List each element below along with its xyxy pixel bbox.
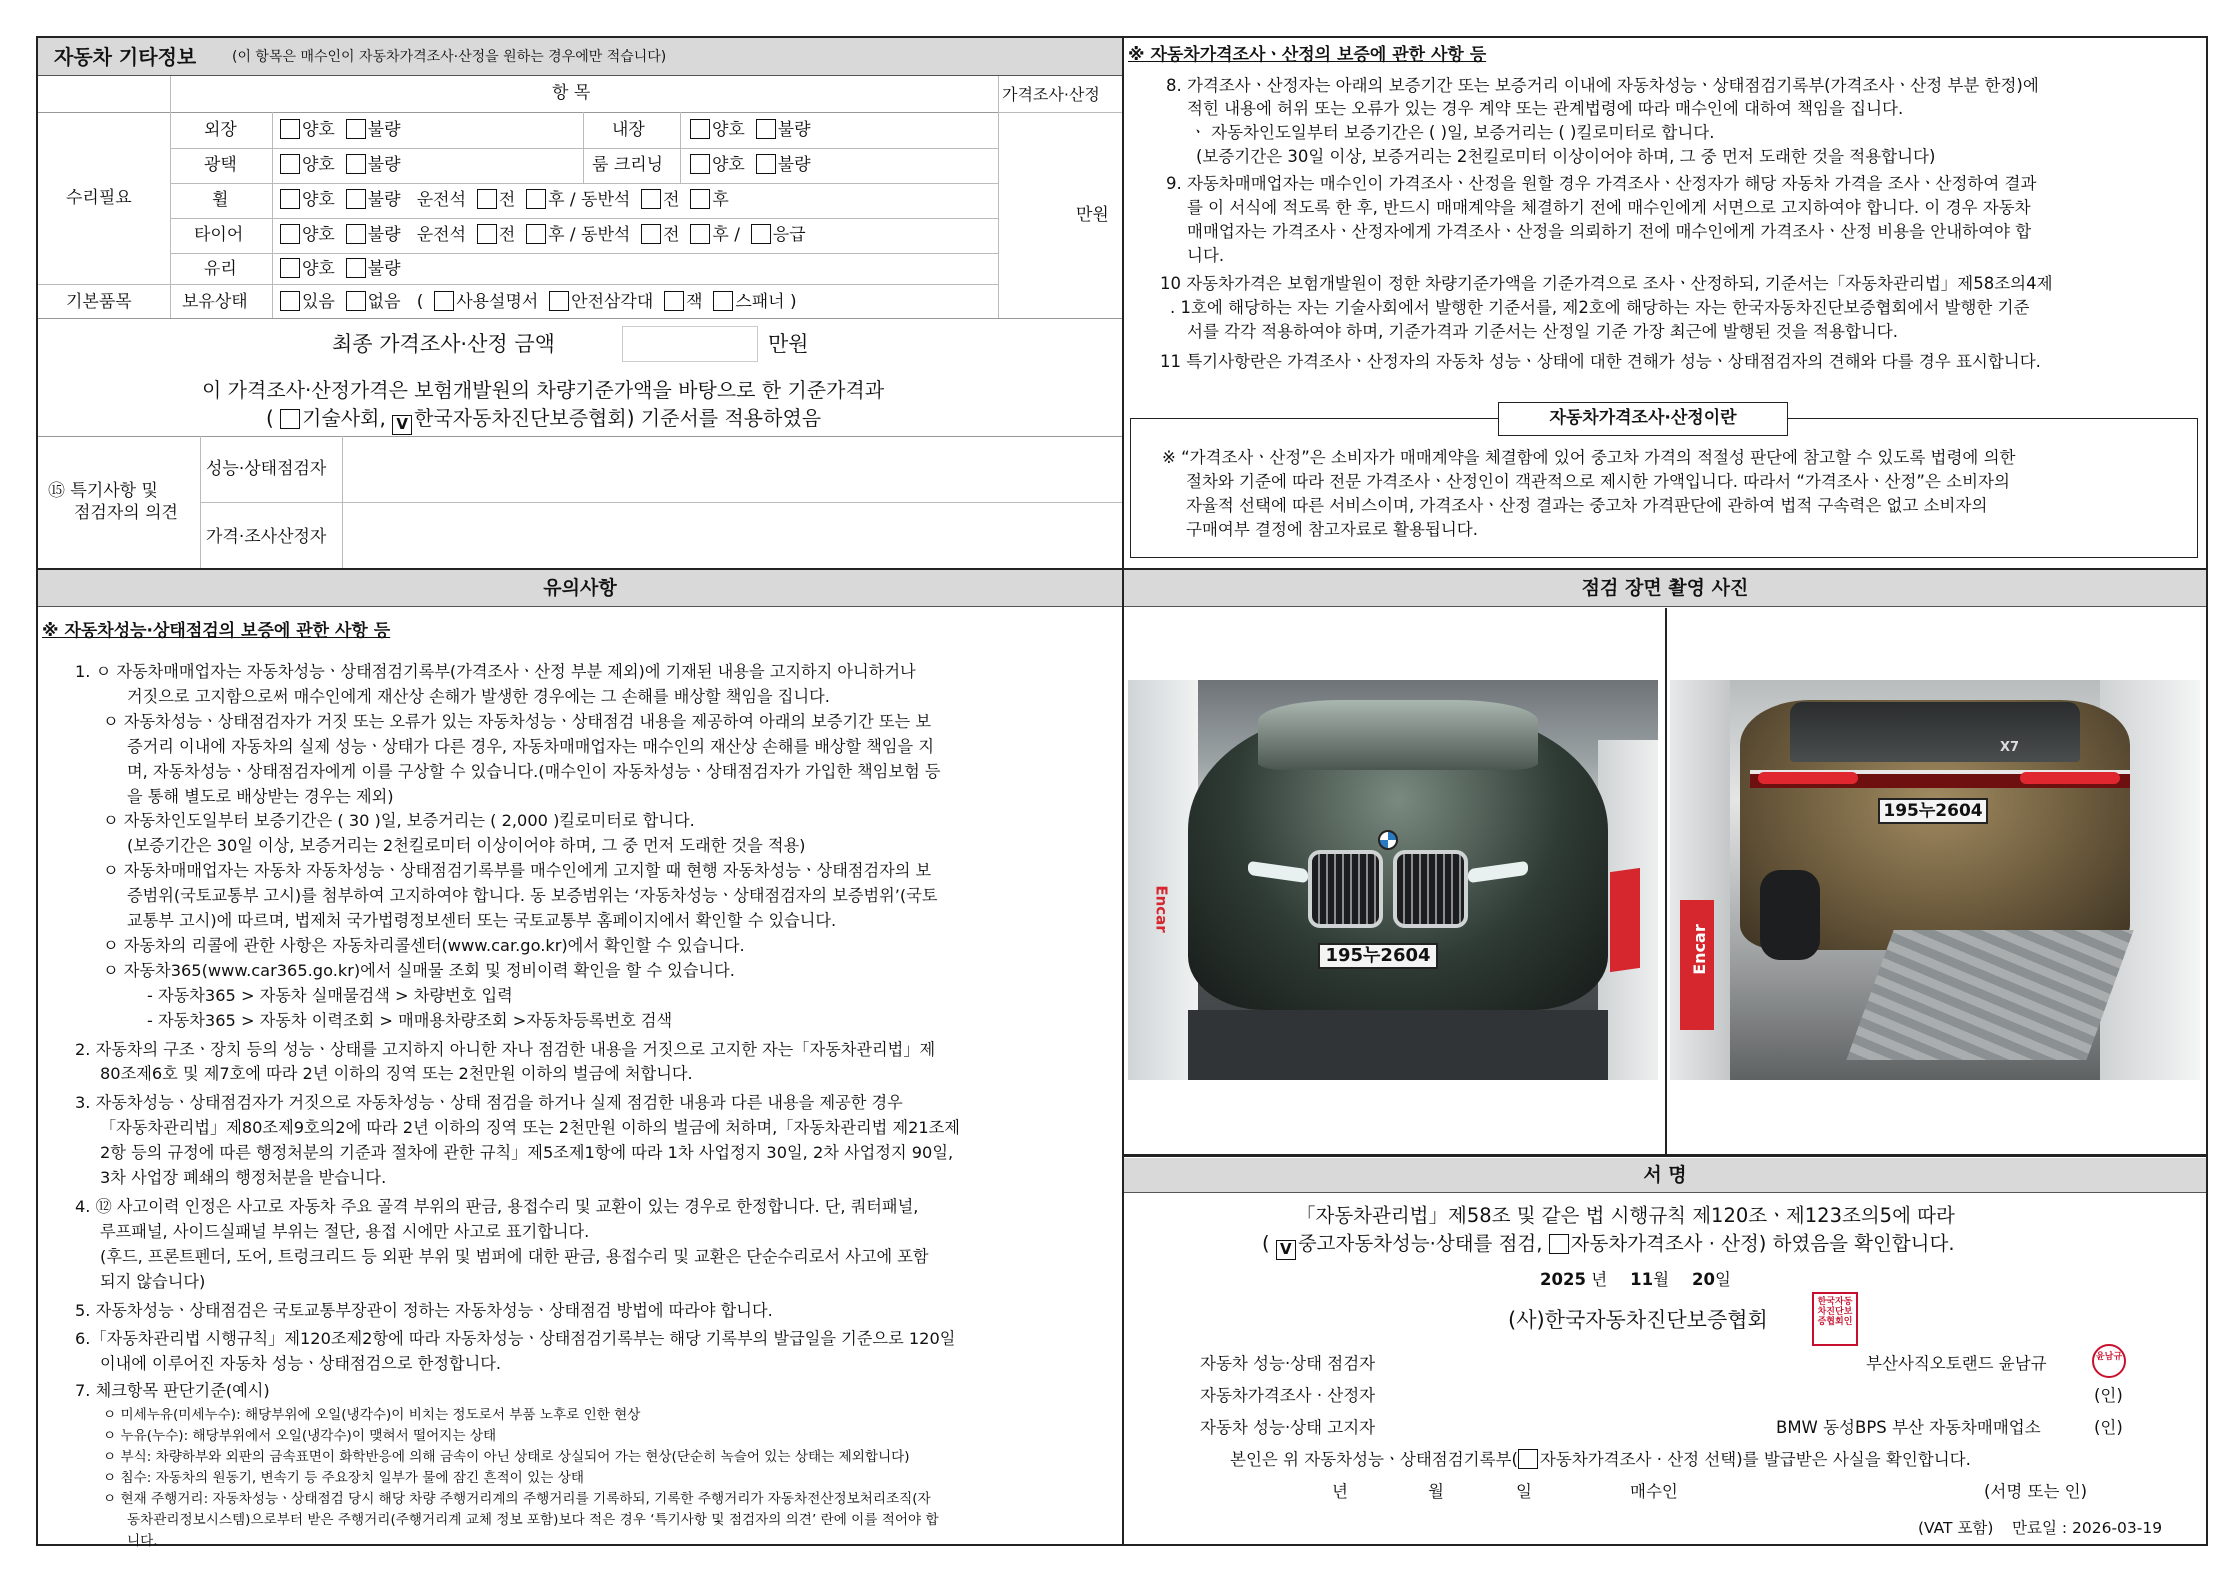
notes-line: 되지 않습니다): [100, 1271, 206, 1291]
notes-line: 2. 자동차의 구조ㆍ장치 등의 성능ㆍ상태를 고지하지 아니한 자나 점검한 내용을 거짓으로 고지한 자는「자동차관리법」제: [75, 1039, 936, 1059]
final-price-unit: 만원: [768, 332, 809, 356]
notes-line: 루프패널, 사이드실패널 부위는 절단, 용접 시에만 사고로 표기합니다.: [100, 1221, 590, 1241]
wheel-driver-front-checkbox[interactable]: [477, 189, 497, 209]
row-room-cleaning-label: 룸 크리닝: [592, 155, 664, 175]
notes-line: ㅇ 자동차의 리콜에 관한 사항은 자동차리콜센터(www.car.go.kr)에서 확인할 수 있습니다.: [103, 935, 745, 955]
notes-line: 6.「자동차관리법 시행규칙」제120조제2항에 따라 자동차성능ㆍ상태점검기록부는 해당 기록부의 발급일을 기준으로 120일: [75, 1329, 956, 1349]
notes-line: 이내에 이루어진 자동차 성능ㆍ상태점검으로 한정합니다.: [100, 1354, 502, 1374]
buyer-year: 년: [1332, 1482, 1348, 1501]
price-unit: 만원: [1076, 205, 1109, 225]
col-price-header: 가격조사·산정: [1002, 85, 1100, 104]
wheel-passenger-rear-checkbox[interactable]: [690, 189, 710, 209]
notes-line: ㅇ 자동차365(www.car365.go.kr)에서 실매물 조회 및 정비이력 확인을 할 수 있습니다.: [103, 960, 735, 980]
interior-good-checkbox[interactable]: [690, 119, 710, 139]
kidney-grille: [1308, 850, 1468, 930]
notes-line: ㅇ 자동차매매업자는 자동차 자동차성능ㆍ상태점검기록부를 매수인에게 고지할 때 현행 자동차성능ㆍ상태점검자의 보: [103, 861, 932, 881]
basic-items-label: 기본품목: [66, 292, 132, 312]
bmw-logo-icon: [1378, 830, 1398, 850]
spanner-checkbox[interactable]: [713, 291, 733, 311]
special-inspector-label: 성능·상태점검자: [206, 459, 327, 479]
gloss-bad-checkbox[interactable]: [346, 154, 366, 174]
triangle-checkbox[interactable]: [549, 291, 569, 311]
notes-line: 7. 체크항목 판단기준(예시): [75, 1381, 270, 1401]
notifier-label: 자동차 성능·상태 고지자: [1200, 1418, 1376, 1437]
notifier-seal-mark: (인): [2094, 1418, 2123, 1437]
notes-criteria-line: ㅇ 누유(누수): 해당부위에서 오일(냉각수)이 맺혀서 떨어지는 상태: [103, 1428, 497, 1445]
room-good-checkbox[interactable]: [690, 154, 710, 174]
price-definition-line: 자율적 선택에 따른 서비스이며, 가격조사ㆍ산정 결과는 중고차 가격판단에 관하여 법적 구속력은 없고 소비자의: [1186, 496, 1988, 515]
pg-line: 9. 자동차매매업자는 매수인이 가격조사ㆍ산정을 원할 경우 가격조사ㆍ산정자가 해당 자동차 가격을 조사ㆍ산정하여 결과: [1166, 174, 2037, 193]
manual-checkbox[interactable]: [434, 291, 454, 311]
pg-line: 10 자동차가격은 보험개발원이 정한 차량기준가액을 기준가격으로 조사ㆍ산정하되, 기준서는「자동차관리법」제58조의4제: [1160, 274, 2053, 293]
row-glass-label: 유리: [204, 259, 237, 279]
price-definition-line: ※ “가격조사ㆍ산정”은 소비자가 매매계약을 체결함에 있어 중고차 가격의 적절성 판단에 참고할 수 있도록 법령에 의한: [1162, 448, 2016, 467]
notes-criteria-line: ㅇ 현재 주행거리: 자동차성능ㆍ상태점검 당시 해당 차량 주행거리계의 주행거리를 기록하되, 기록한 주행거리가 자동차전산정보처리조직(자: [103, 1491, 931, 1508]
notes-line: - 자동차365 > 자동차 이력조회 > 매매용차량조회 >자동차등록번호 검색: [147, 1010, 673, 1030]
exterior-good-checkbox[interactable]: [280, 119, 300, 139]
other-info-title: 자동차 기타정보: [54, 45, 197, 69]
tire-passenger-front-checkbox[interactable]: [641, 224, 661, 244]
rear-booth-brand: Encar: [1689, 924, 1709, 975]
row-wheel-label: 휠: [212, 190, 229, 210]
room-bad-checkbox[interactable]: [756, 154, 776, 174]
notes-line: 「자동차관리법」제80조제9호의2에 따라 2년 이하의 징역 또는 2천만원 이하의 벌금에 처하며,「자동차관리법 제21조제: [100, 1118, 960, 1138]
glass-options: 양호 불량: [280, 258, 401, 280]
basis-kada-checkbox[interactable]: V: [392, 415, 412, 435]
pg-line: . 1호에 해당하는 자는 기술사회에서 발행한 기준서를, 제2호에 해당하는 자는 한국자동차진단보증협회에서 발행한 기준: [1170, 298, 2030, 317]
receipt-price-checkbox[interactable]: [1518, 1449, 1538, 1469]
used-car-inspection-checkbox[interactable]: V: [1276, 1240, 1296, 1260]
inspector-name: 부산사직오토랜드 윤남규: [1866, 1354, 2047, 1373]
buyer-sign-mark: (서명 또는 인): [1984, 1482, 2088, 1501]
exterior-options: 양호 불량: [280, 119, 401, 141]
tire-options: 양호 불량 운전석 전 후 / 동반석 전 후 / 응급: [280, 224, 806, 246]
row-tire-label: 타이어: [194, 225, 244, 245]
price-definition-line: 구매여부 결정에 참고자료로 활용됩니다.: [1186, 520, 1478, 539]
glass-bad-checkbox[interactable]: [346, 258, 366, 278]
expiry-date: 만료일 : 2026-03-19: [2012, 1519, 2163, 1537]
signature-title: 서 명: [1124, 1158, 2206, 1193]
pg-line: 적힌 내용에 허위 또는 오류가 있는 경우 계약 또는 관계법령에 따라 매수인에 대하여 책임을 집니다.: [1187, 99, 1904, 118]
tire-bad-checkbox[interactable]: [346, 224, 366, 244]
signature-date: 2025 년 11월 20일: [1540, 1270, 1731, 1289]
pg-line: 니다.: [1187, 246, 1225, 265]
notes-line: 증범위(국토교통부 고시)를 첨부하여 고지하여야 합니다. 동 보증범위는 ‘자동차성능ㆍ상태점검자의 보증범위’(국토: [127, 886, 938, 906]
final-price-input[interactable]: [622, 326, 758, 362]
final-price-label: 최종 가격조사·산정 금액: [332, 332, 555, 356]
special-inspector-opinion[interactable]: [344, 438, 1120, 500]
front-inspection-photo: [1128, 680, 1658, 1080]
wheel-bad-checkbox[interactable]: [346, 189, 366, 209]
tire-driver-front-checkbox[interactable]: [477, 224, 497, 244]
notes-criteria-line: 니다.: [127, 1533, 158, 1550]
notes-line: 5. 자동차성능ㆍ상태점검은 국토교통부장관이 정하는 자동차성능ㆍ상태점검 방법에 따라야 합니다.: [75, 1300, 773, 1320]
notes-subtitle: ※ 자동차성능·상태점검의 보증에 관한 사항 등: [42, 621, 391, 641]
notes-line: (후드, 프론트펜더, 도어, 트렁크리드 등 외판 부위 및 범퍼에 대한 판금, 용접수리 및 교환은 단순수리로서 사고에 포함: [100, 1246, 929, 1266]
pg-line: (보증기간은 30일 이상, 보증거리는 2천킬로미터 이상이어야 하며, 그 중 먼저 도래한 것을 적용합니다): [1196, 147, 1936, 166]
notes-line: ㅇ 자동차인도일부터 보증기간은 ( 30 )일, 보증거리는 ( 2,000 )킬로미터로 합니다.: [103, 811, 695, 831]
notes-line: - 자동차365 > 자동차 실매물검색 > 차량번호 입력: [147, 985, 513, 1005]
wheel-driver-rear-checkbox[interactable]: [526, 189, 546, 209]
wheel-good-checkbox[interactable]: [280, 189, 300, 209]
rear-window: [1790, 702, 2080, 762]
buyer-day: 일: [1516, 1482, 1532, 1501]
gloss-good-checkbox[interactable]: [280, 154, 300, 174]
pg-line: ㆍ 자동차인도일부터 보증기간은 ( )일, 보증거리는 ( )킬로미터로 합니다.: [1190, 123, 1715, 142]
basis-line-1: 이 가격조사·산정가격은 보험개발원의 차량기준가액을 바탕으로 한 기준가격과: [202, 378, 885, 402]
rear-inspection-photo: [1670, 680, 2200, 1080]
association-seal: 한국자동차진단보증협회인: [1812, 1292, 1858, 1346]
repair-needed-label: 수리필요: [66, 188, 132, 208]
col-item-header: 항 목: [552, 83, 591, 103]
notes-line: ㅇ 자동차성능ㆍ상태점검자가 거짓 또는 오류가 있는 자동차성능ㆍ상태점검 내용을 제공하여 아래의 보증기간 또는 보: [103, 711, 931, 731]
possession-have-checkbox[interactable]: [280, 291, 300, 311]
tire-emergency-checkbox[interactable]: [751, 224, 771, 244]
other-info-note: (이 항목은 매수인이 자동차가격조사·산정을 원하는 경우에만 적습니다): [232, 49, 667, 65]
notes-criteria-line: ㅇ 부식: 차량하부와 외판의 금속표면이 화학반응에 의해 금속이 아닌 상태로 상실되어 가는 현상(단순히 녹슬어 있는 상태는 제외합니다): [103, 1449, 910, 1466]
notes-criteria-line: ㅇ 침수: 자동차의 원동기, 변속기 등 주요장치 일부가 물에 잠긴 흔적이 있는 상태: [103, 1470, 584, 1487]
notes-line: 거짓으로 고지함으로써 매수인에게 재산상 손해가 발생한 경우에는 그 손해를 배상할 책임을 집니다.: [127, 686, 830, 706]
basis-tech-checkbox[interactable]: [280, 409, 300, 429]
wheel-passenger-front-checkbox[interactable]: [641, 189, 661, 209]
rear-license-plate: 195누2604: [1878, 798, 1988, 824]
notes-line: (보증기간은 30일 이상, 보증거리는 2천킬로미터 이상이어야 하며, 그 중 먼저 도래한 것을 적용): [127, 836, 806, 856]
signature-confirm-line: ( V 중고자동차성능·상태를 점검, 자동차가격조사 · 산정) 하였음을 확인합니다.: [1262, 1232, 1955, 1258]
pg-line: 매매업자는 가격조사ㆍ산정자에게 가격조사ㆍ산정을 의뢰하기 전에 매수인에게 가격조사ㆍ산정 비용을 안내하여야 합: [1187, 222, 2032, 241]
receipt-confirm-line: 본인은 위 자동차성능ㆍ상태점검기록부( 자동차가격조사 · 산정 선택)를 발급받은 사실을 확인합니다.: [1230, 1450, 1971, 1469]
inspector-label: 자동차 성능·상태 점검자: [1200, 1354, 1376, 1373]
rear-ramp: [1846, 930, 2133, 1060]
basis-line-2: ( 기술사회, V 한국자동차진단보증협회) 기준서를 적용하였음: [266, 406, 822, 433]
interior-options: 양호 불량: [690, 119, 811, 141]
special-pricer-opinion[interactable]: [344, 504, 1120, 566]
notes-line: 3차 사업장 폐쇄의 행정처분을 받습니다.: [100, 1168, 387, 1187]
notifier-name: BMW 동성BPS 부산 자동차매매업소: [1776, 1418, 2041, 1437]
pricer-seal-mark: (인): [2094, 1386, 2123, 1405]
notes-line: 80조제6호 및 제7호에 따라 2년 이하의 징역 또는 2천만원 이하의 벌금에 처합니다.: [100, 1064, 693, 1084]
inspector-personal-seal: 윤남규: [2092, 1344, 2126, 1378]
notes-line: 1. ㅇ 자동차매매업자는 자동차성능ㆍ상태점검기록부(가격조사ㆍ산정 부분 제외)에 기재된 내용을 고지하지 아니하거나: [75, 662, 916, 681]
front-booth-brand: Encar: [1152, 885, 1171, 933]
price-survey-checkbox[interactable]: [1549, 1234, 1569, 1254]
jack-checkbox[interactable]: [664, 291, 684, 311]
windshield: [1258, 700, 1538, 770]
possession-options: 있음 없음 ( 사용설명서 안전삼각대 잭 스패너 ): [280, 291, 797, 313]
buyer-signature-field[interactable]: [1700, 1476, 1980, 1506]
buyer-label: 매수인: [1630, 1482, 1678, 1501]
vat-note: (VAT 포함): [1918, 1519, 1994, 1537]
special-remarks-label-2: 점검자의 의견: [74, 503, 178, 523]
notes-criteria-line: 동차관리정보시스템)으로부터 받은 주행거리(주행거리계 교체 정보 포함)보다 적은 경우 ‘특기사항 및 점검자의 의견’ 란에 이를 적어야 합: [127, 1512, 939, 1529]
photos-title: 점검 장면 촬영 사진: [1124, 570, 2206, 607]
price-definition-line: 절차와 기준에 따라 전문 가격조사ㆍ산정인이 객관적으로 제시한 가액입니다. 따라서 “가격조사ㆍ산정”은 소비자의: [1186, 472, 2010, 491]
notes-line: 증거리 이내에 자동차의 실제 성능ㆍ상태가 다른 경우, 자동차매매업자는 매수인의 재산상 손해를 배상할 책임을 지: [127, 736, 934, 756]
special-remarks-label-1: ⑮ 특기사항 및: [48, 481, 158, 501]
signature-org: (사)한국자동차진단보증협회: [1508, 1308, 1768, 1332]
row-exterior-label: 외장: [204, 120, 237, 140]
room-cleaning-options: 양호 불량: [690, 154, 811, 176]
notes-line: 을 통해 별도로 배상받는 경우는 제외): [127, 786, 394, 806]
pg-line: 11 특기사항란은 가격조사ㆍ산정자의 자동차 성능ㆍ상태에 대한 견해가 성능ㆍ상태점검자의 견해와 다를 경우 표시합니다.: [1160, 352, 2041, 371]
pg-line: 8. 가격조사ㆍ산정자는 아래의 보증기간 또는 보증거리 이내에 자동차성능ㆍ상태점검기록부(가격조사ㆍ산정 부분 한정)에: [1166, 76, 2039, 95]
wheel-options: 양호 불량 운전석 전 후 / 동반석 전 후: [280, 189, 729, 211]
tire-good-checkbox[interactable]: [280, 224, 300, 244]
row-gloss-label: 광택: [204, 155, 237, 175]
notes-line: 교통부 고시)에 따르며, 법제처 국가법령정보센터 또는 국토교통부 홈페이지에서 확인할 수 있습니다.: [127, 911, 837, 930]
notes-line: 3. 자동차성능ㆍ상태점검자가 거짓으로 자동차성능ㆍ상태 점검을 하거나 실제 점검한 내용과 다른 내용을 제공한 경우: [75, 1093, 903, 1113]
notes-title: 유의사항: [38, 570, 1122, 607]
front-license-plate: 195누2604: [1318, 943, 1438, 969]
notes-line: 2항 등의 규정에 따른 행정처분의 기준과 절차에 관한 규칙」제5조제1항에 따라 1차 사업정지 30일, 2차 사업정지 90일,: [100, 1143, 954, 1163]
notes-line: 며, 자동차성능ㆍ상태점검자에게 이를 구상할 수 있습니다.(매수인이 자동차성능ㆍ상태점검자가 가입한 책임보험 등: [127, 761, 941, 781]
exterior-bad-checkbox[interactable]: [346, 119, 366, 139]
tire-driver-rear-checkbox[interactable]: [526, 224, 546, 244]
notes-criteria-line: ㅇ 미세누유(미세누수): 해당부위에 오일(냉각수)이 비치는 정도로서 부품 노후로 인한 현상: [103, 1407, 641, 1424]
special-pricer-label: 가격·조사산정자: [206, 527, 327, 547]
price-guarantee-title: ※ 자동차가격조사ㆍ산정의 보증에 관한 사항 등: [1128, 45, 1487, 65]
glass-good-checkbox[interactable]: [280, 258, 300, 278]
gloss-options: 양호 불량: [280, 154, 401, 176]
possession-none-checkbox[interactable]: [346, 291, 366, 311]
signature-law-line: 「자동차관리법」제58조 및 같은 법 시행규칙 제120조ㆍ제123조의5에 따라: [1296, 1204, 1955, 1227]
buyer-month: 월: [1428, 1482, 1444, 1501]
rear-model-badge: X7: [2000, 740, 2020, 755]
interior-bad-checkbox[interactable]: [756, 119, 776, 139]
pg-line: 를 이 서식에 적도록 한 후, 반드시 매매계약을 체결하기 전에 매수인에게 서면으로 고지하여야 합니다. 이 경우 자동차: [1187, 198, 2031, 217]
tire-passenger-rear-checkbox[interactable]: [690, 224, 710, 244]
pg-line: 서를 각각 적용하여야 하며, 기준가격과 기준서는 산정일 기준 가장 최근에 발행된 것을 적용합니다.: [1187, 322, 1898, 341]
row-interior-label: 내장: [612, 120, 645, 140]
notes-line: 4. ⑫ 사고이력 인정은 사고로 자동차 주요 골격 부위의 판금, 용접수리 및 교환이 있는 경우로 한정합니다. 단, 쿼터패널,: [75, 1196, 919, 1216]
row-possession-label: 보유상태: [182, 292, 248, 312]
pricer-label: 자동차가격조사 · 산정자: [1200, 1386, 1376, 1405]
price-definition-title: 자동차가격조사·산정이란: [1498, 402, 1788, 436]
